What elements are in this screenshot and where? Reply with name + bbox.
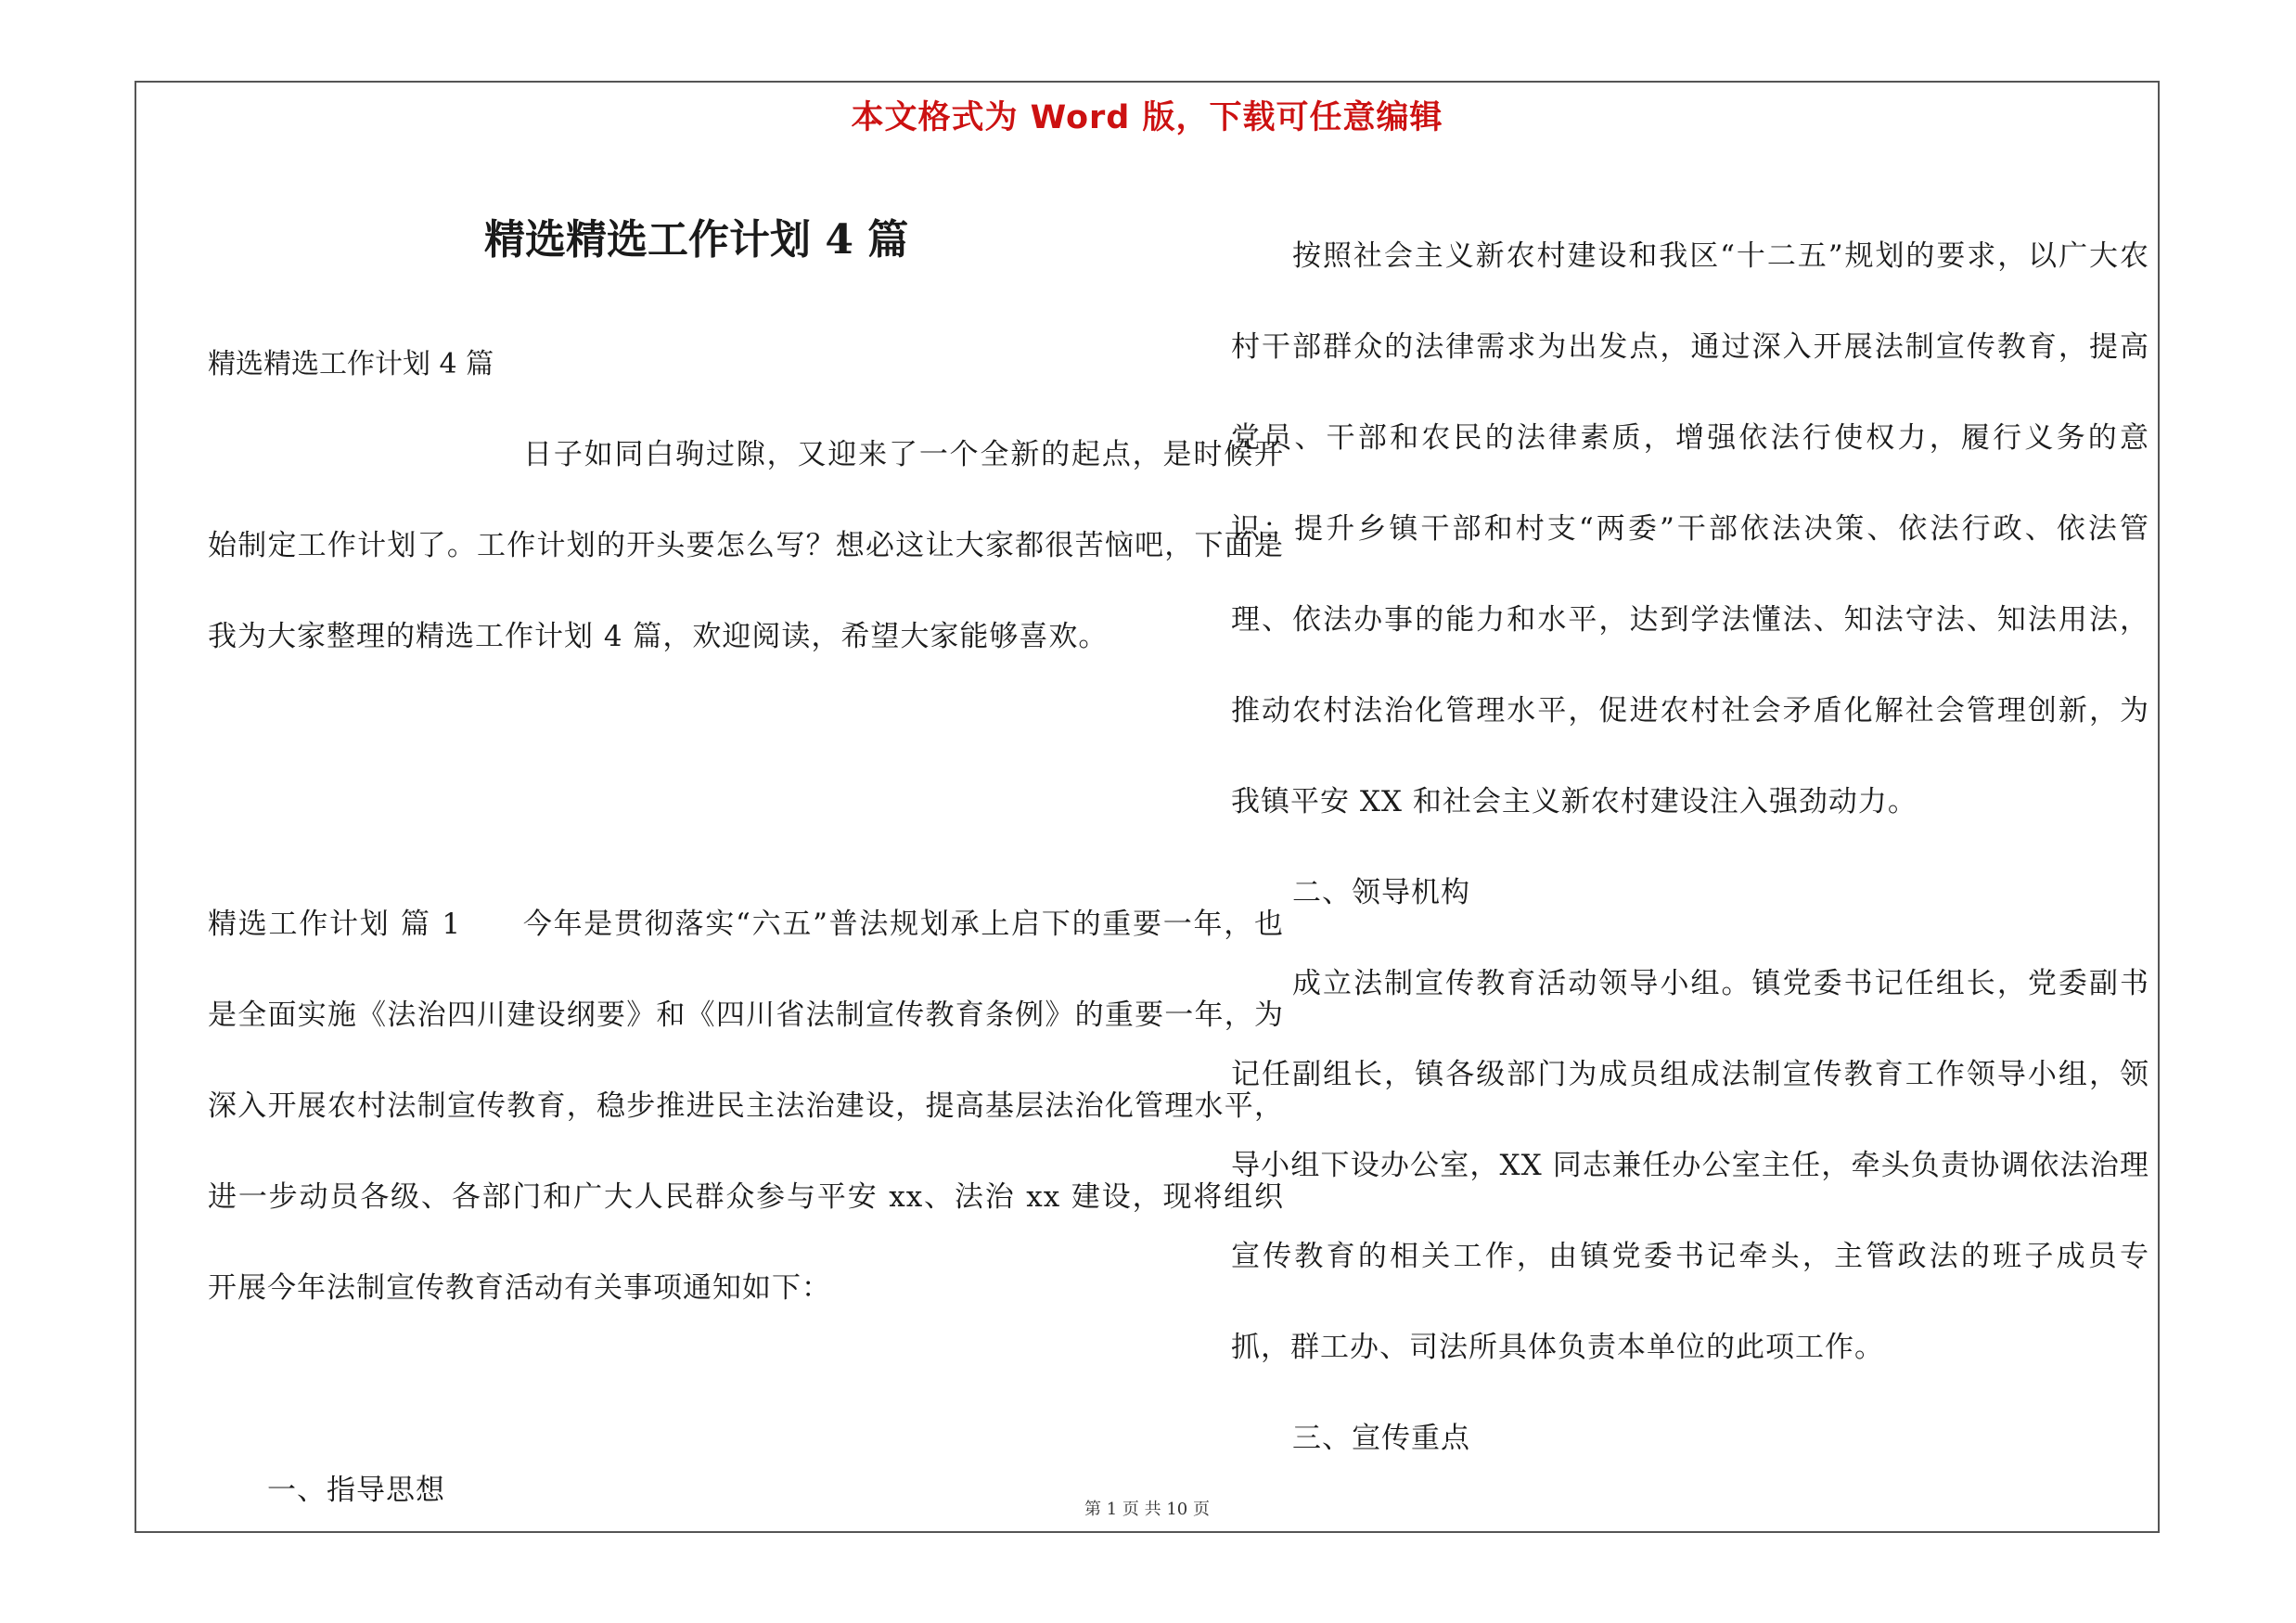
guiding-ideology-paragraph: 按照社会主义新农村建设和我区“十二五”规划的要求，以广大农村干部群众的法律需求为出发点，通过深入开展法制宣传教育，提高党员、干部和农民的法律素质，增强依法行使权力，履行义务的意识；提升乡镇干部和村支“两委”干部依法决策、依法行政、依法管理、依法办事的能力和水平，达到学法懂法、知法守法、知法用法，推动农村法治化管理水平，促进农村社会矛盾化解社会管理创新，为我镇平安 XX 和社会主义新农村建设注入强劲动力。 [1231,239,2149,818]
section-heading-leadership: 二、领导机构 [1292,876,1470,909]
article-1-lead: 精选工作计划 篇 1 [208,908,462,941]
intro-paragraph: 日子如同白驹过隙，又迎来了一个全新的起点，是时候开始制定工作计划了。工作计划的开头要怎么写？想必这让大家都很苦恼吧，下面是我为大家整理的精选工作计划 4 篇，欢迎阅读，希望大家能够喜欢。 [208,438,1284,653]
document-title: 精选精选工作计划 4 篇 [484,216,909,264]
leadership-paragraph: 成立法制宣传教育活动领导小组。镇党委书记任组长，党委副书记任副组长，镇各级部门为成员组成法制宣传教育工作领导小组，领导小组下设办公室，XX 同志兼任办公室主任，牵头负责协调依法治理宣传教育的相关工作，由镇党委书记牵头，主管政法的班子成员专抓，群工办、司法所具体负责本单位的此项工作。 [1231,967,2149,1364]
document-page [135,81,2160,1533]
page-number-footer: 第 1 页 共 10 页 [1084,1500,1210,1519]
article-1-paragraph [208,879,1284,1333]
article-1-body: 今年是贯彻落实“六五”普法规划承上启下的重要一年，也是全面实施《法治四川建设纲要》和《四川省法制宣传教育条例》的重要一年，为深入开展农村法制宣传教育，稳步推进民主法治建设，提高基层法治化管理水平，进一步动员各级、各部门和广大人民群众参与平安 xx、法治 xx 建设，现将组织开展今年法制宣传教育活动有关事项通知如下： [208,908,1284,1305]
format-notice-banner: 本文格式为 Word 版，下载可任意编辑 [851,99,1443,136]
section-heading-guiding-ideology: 一、指导思想 [267,1474,445,1507]
document-subtitle: 精选精选工作计划 4 篇 [208,348,494,380]
section-heading-publicity-focus: 三、宣传重点 [1292,1422,1470,1455]
